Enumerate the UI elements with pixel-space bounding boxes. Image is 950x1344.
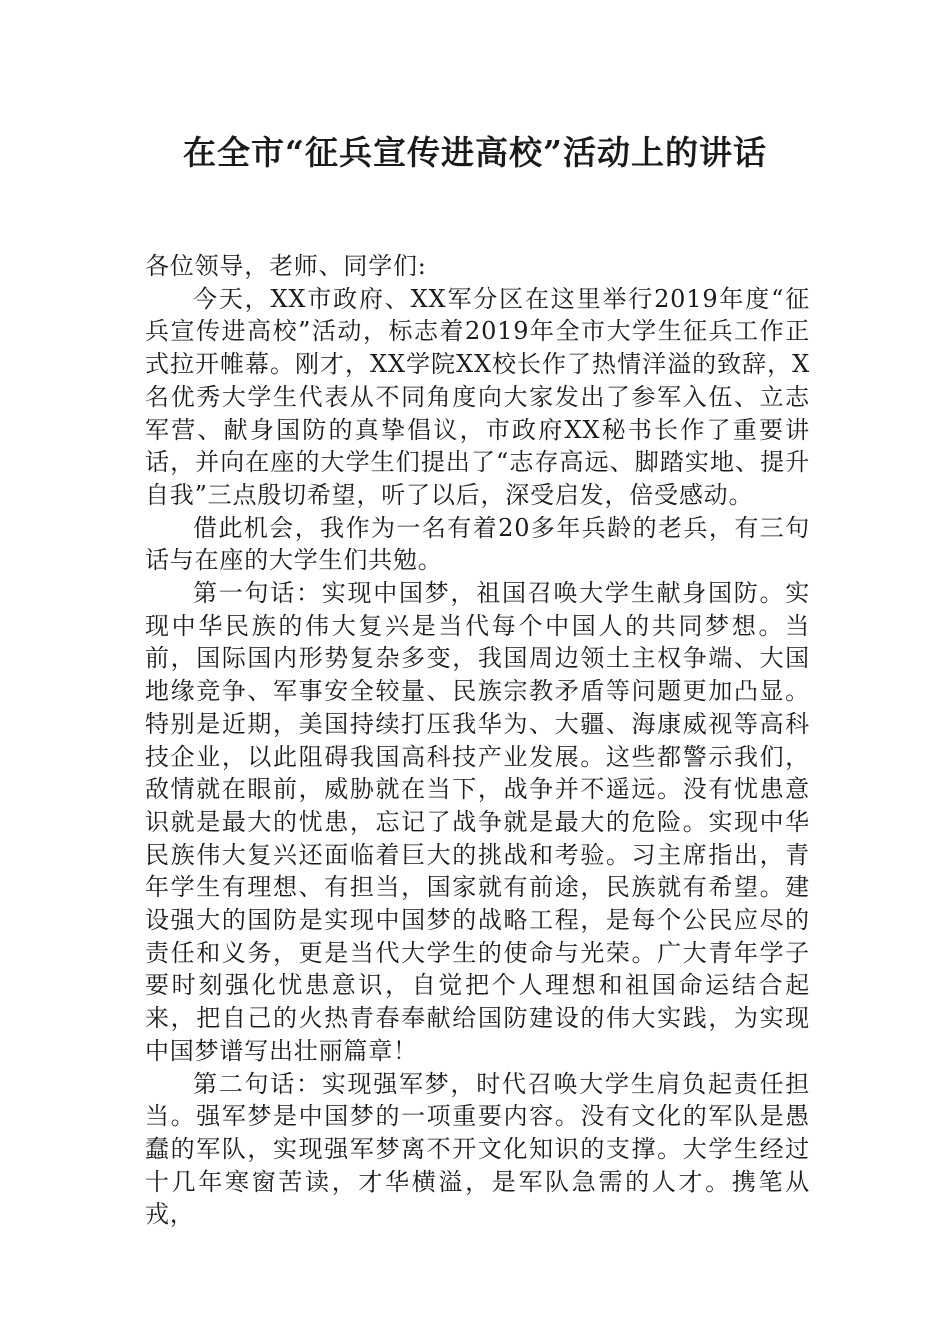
paragraph-opening: 今天，XX市政府、XX军分区在这里举行2019年度“征兵宣传进高校”活动，标志着2019年全市大学生征兵工作正式拉开帷幕。刚才，XX学院XX校长作了热情洋溢的致辞，X名优秀大学生代表从不同角度向大家发出了参军入伍、立志军营、献身国防的真挚倡议，市政府XX秘书长作了重要讲话，并向在座的大学生们提出了“志存高远、脚踏实地、提升自我”三点殷切希望，听了以后，深受启发，倍受感动。 — [145, 284, 810, 509]
document-body — [145, 250, 810, 1231]
salutation: 各位领导，老师、同学们: — [145, 252, 427, 280]
paragraph-first-point: 第一句话：实现中国梦，祖国召唤大学生献身国防。实现中华民族的伟大复兴是当代每个中国人的共同梦想。当前，国际国内形势复杂多变，我国周边领土主权争端、大国地缘竞争、军事安全较量、民族宗教矛盾等问题更加凸显。特别是近期，美国持续打压我华为、大疆、海康威视等高科技企业，以此阻碍我国高科技产业发展。这些都警示我们，敌情就在眼前，威胁就在当下，战争并不遥远。没有忧患意识就是最大的忧患，忘记了战争就是最大的危险。实现中华民族伟大复兴还面临着巨大的挑战和考验。习主席指出，青年学生有理想、有担当，国家就有前途，民族就有希望。建设强大的国防是实现中国梦的战略工程，是每个公民应尽的责任和义务，更是当代大学生的使命与光荣。广大青年学子要时刻强化忧患意识，自觉把个人理想和祖国命运结合起来，把自己的火热青春奉献给国防建设的伟大实践，为实现中国梦谱写出壮丽篇章！ — [145, 579, 810, 1065]
paragraph-intro: 借此机会，我作为一名有着20多年兵龄的老兵，有三句话与在座的大学生们共勉。 — [145, 513, 810, 575]
paragraph-second-point: 第二句话：实现强军梦，时代召唤大学生肩负起责任担当。强军梦是中国梦的一项重要内容。没有文化的军队是愚蠢的军队，实现强军梦离不开文化知识的支撑。大学生经过十几年寒窗苦读，才华横溢，是军队急需的人才。携笔从戎， — [145, 1069, 810, 1229]
document-title: 在全市“征兵宣传进高校”活动上的讲话 — [183, 133, 767, 172]
